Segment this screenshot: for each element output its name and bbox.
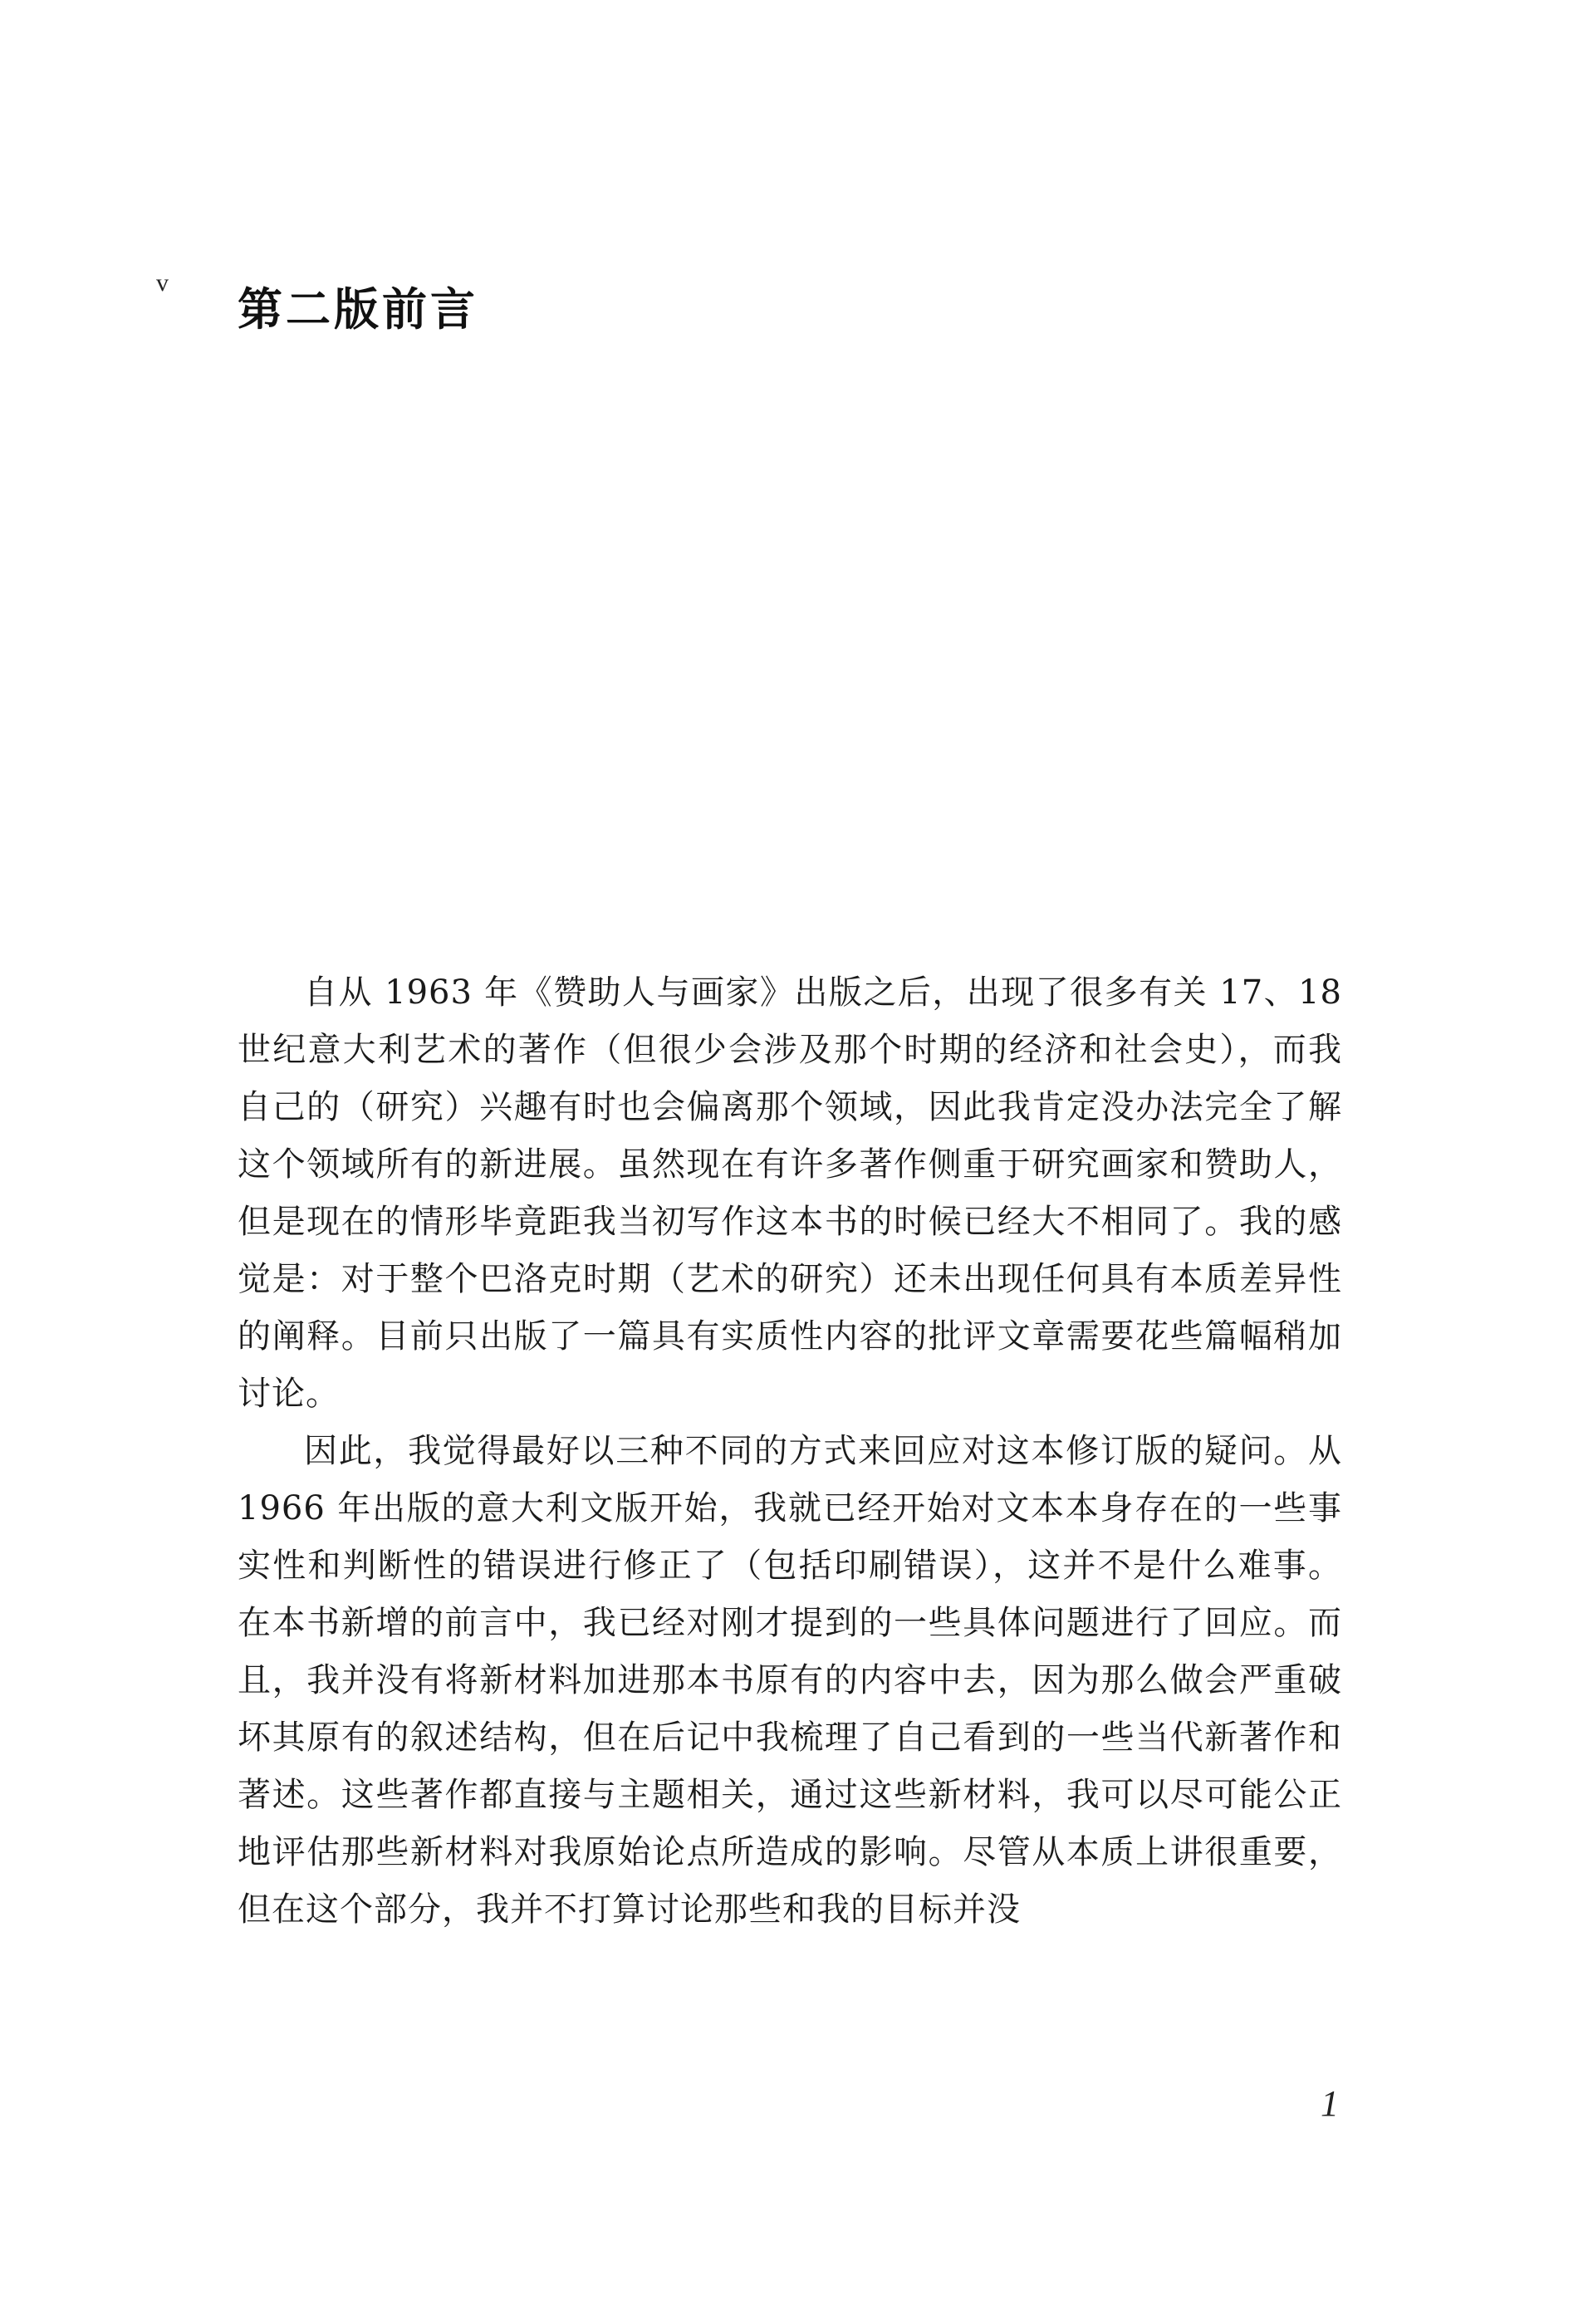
page-number: 1 [1321,2083,1339,2124]
page-marker: v [156,269,169,297]
paragraph: 自从 1963 年《赞助人与画家》出版之后，出现了很多有关 17、18 世纪意大利艺术的著作（但很少会涉及那个时期的经济和社会史），而我自己的（研究）兴趣有时也会偏离那个领域，因此我肯定没办法完全了解这个领域所有的新进展。虽然现在有许多著作侧重于研究画家和赞助人，但是现在的情形毕竟距我当初写作这本书的时候已经大不相同了。我的感觉是：对于整个巴洛克时期（艺术的研究）还未出现任何具有本质差异性的阐释。目前只出版了一篇具有实质性内容的批评文章需要花些篇幅稍加讨论。 [238,973,1342,1413]
page-title: 第二版前言 [238,282,478,336]
body-text [238,964,1342,1939]
paragraph: 因此，我觉得最好以三种不同的方式来回应对这本修订版的疑问。从 1966 年出版的意大利文版开始，我就已经开始对文本本身存在的一些事实性和判断性的错误进行修正了（包括印刷错误），这并不是什么难事。在本书新增的前言中，我已经对刚才提到的一些具体问题进行了回应。而且，我并没有将新材料加进那本书原有的内容中去，因为那么做会严重破坏其原有的叙述结构，但在后记中我梳理了自己看到的一些当代新著作和著述。这些著作都直接与主题相关，通过这些新材料，我可以尽可能公正地评估那些新材料对我原始论点所造成的影响。尽管从本质上讲很重要，但在这个部分，我并不打算讨论那些和我的目标并没 [238,1432,1342,1929]
